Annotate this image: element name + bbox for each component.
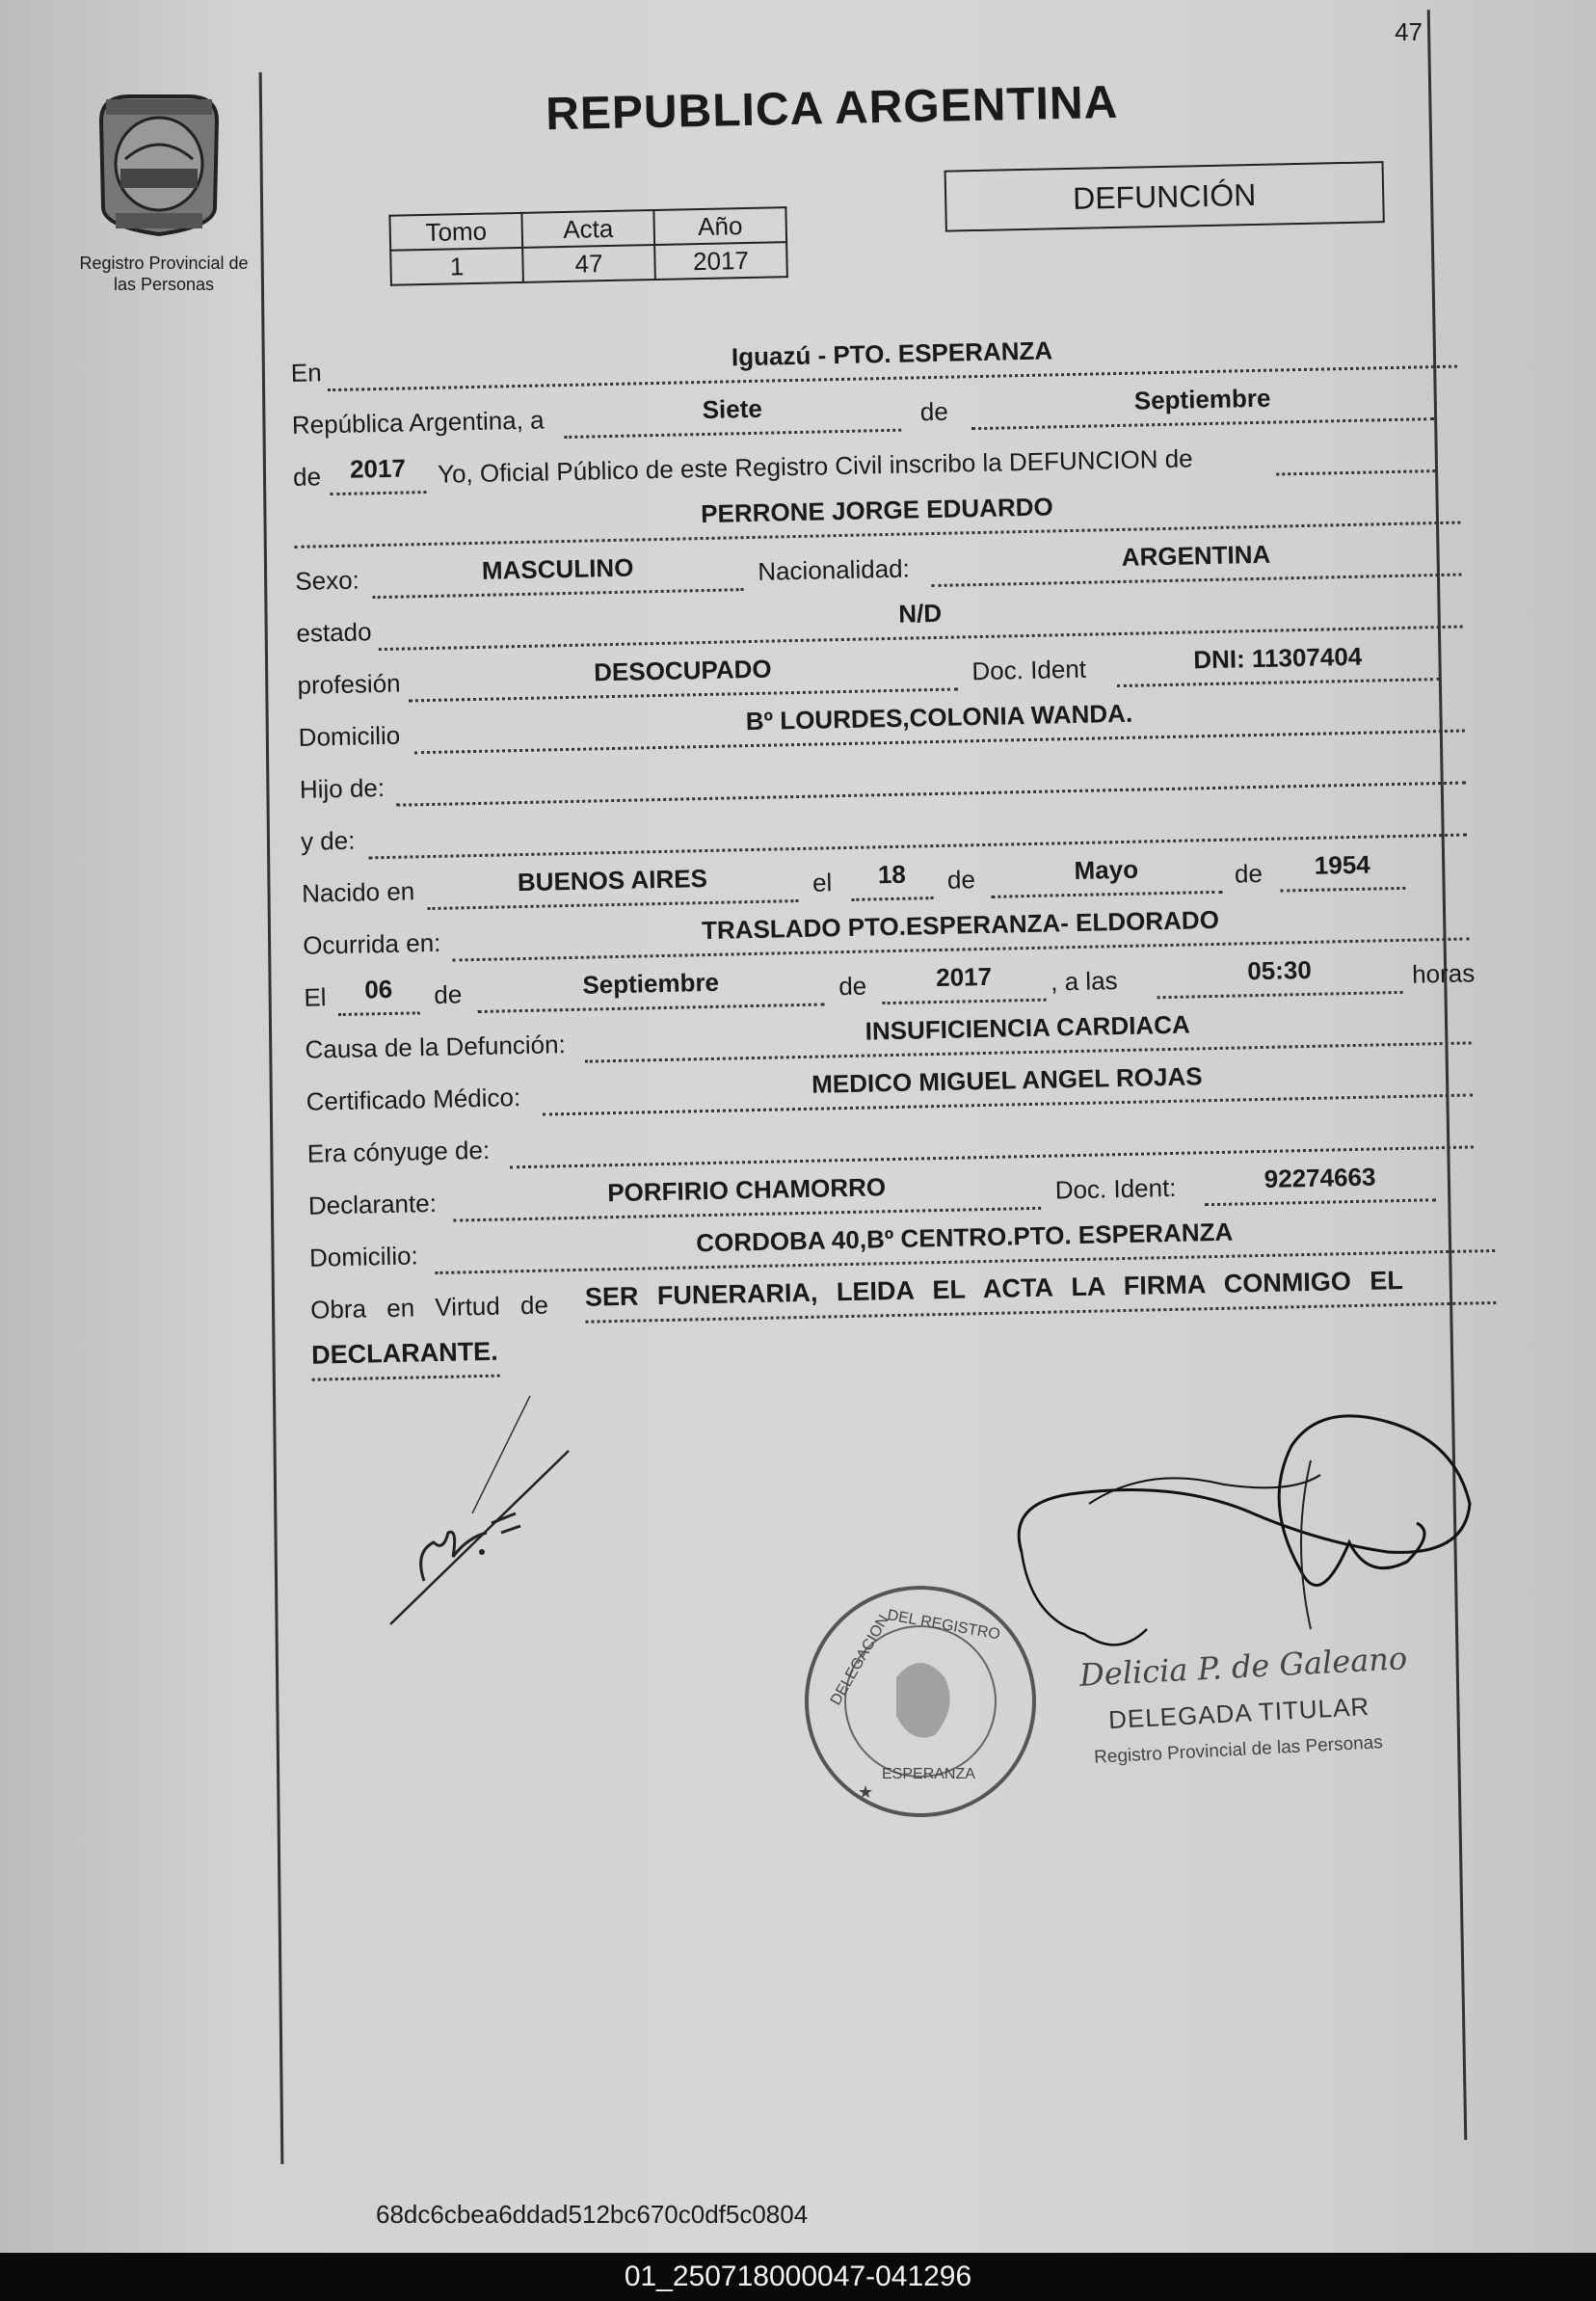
field-birth-year <box>1279 848 1405 893</box>
label-doc-ident: Doc. Ident <box>971 654 1087 686</box>
field-death-time <box>1157 952 1403 999</box>
field-basis-2 <box>311 1336 500 1381</box>
svg-text:ESPERANZA: ESPERANZA <box>882 1766 975 1782</box>
label-de-birth-year: de <box>1234 858 1264 889</box>
label-de-death-year: de <box>838 971 867 1002</box>
label-de-death-month: de <box>434 979 463 1009</box>
label-sexo: Sexo: <box>295 565 360 596</box>
label-horas: horas <box>1411 958 1476 989</box>
value-deceased: PERRONE JORGE EDUARDO <box>700 492 1053 529</box>
value-profession: DESOCUPADO <box>593 654 772 687</box>
label-nacido-en: Nacido en <box>301 876 415 908</box>
value-doc: DNI: 11307404 <box>1192 641 1363 675</box>
label-de: de <box>919 396 949 427</box>
value-day: Siete <box>702 393 763 425</box>
value-spouse <box>510 1137 1474 1158</box>
document-hash: 68dc6cbea6ddad512bc670c0df5c0804 <box>376 2200 809 2229</box>
field-birth-day <box>851 858 934 901</box>
value-sex: MASCULINO <box>481 552 634 585</box>
label-obra: Obra en Virtud de <box>309 1290 549 1324</box>
label-conyuge: Era cónyuge de: <box>306 1135 491 1168</box>
field-declarant <box>452 1168 1041 1222</box>
label-domicilio-declarant: Domicilio: <box>308 1241 419 1272</box>
label-el: el <box>811 868 833 897</box>
svg-text:★: ★ <box>858 1782 874 1802</box>
field-declarant-doc <box>1204 1160 1436 1206</box>
field-death-day <box>337 973 420 1016</box>
document-type: DEFUNCIÓN <box>944 161 1385 232</box>
footer-id-bar: 01_250718000047-041296 <box>0 2253 1596 2301</box>
value-address: Bº LOURDES,COLONIA WANDA. <box>745 698 1133 736</box>
value-ano: 2017 <box>654 242 787 280</box>
svg-text:DEL REGISTRO: DEL REGISTRO <box>886 1607 1002 1644</box>
value-birth-month: Mayo <box>1074 854 1139 886</box>
field-day <box>563 390 901 439</box>
value-birth-place: BUENOS AIRES <box>517 864 708 897</box>
value-year: 2017 <box>349 453 407 484</box>
value-death-time: 05:30 <box>1246 954 1313 986</box>
label-certificado: Certificado Médico: <box>306 1083 521 1116</box>
label-profesion: profesión <box>297 668 401 700</box>
initials-signature <box>376 1388 607 1639</box>
header-ano: Año <box>653 207 786 245</box>
value-basis-line2: DECLARANTE. <box>310 1336 498 1370</box>
header-acta: Acta <box>521 210 654 248</box>
value-certificate: MEDICO MIGUEL ANGEL ROJAS <box>811 1061 1203 1099</box>
value-month: Septiembre <box>1133 383 1271 415</box>
label-a-las: , a las <box>1050 966 1118 997</box>
field-doc <box>1116 639 1440 687</box>
label-declarante: Declarante: <box>307 1188 438 1220</box>
field-birth-month <box>991 852 1223 898</box>
label-de-birth-month: de <box>946 865 976 895</box>
label-hijo-de: Hijo de: <box>299 772 386 804</box>
field-death-month <box>477 964 825 1013</box>
field-year <box>330 452 427 495</box>
value-father <box>396 773 1466 795</box>
label-el-death: El <box>304 982 327 1012</box>
label-doc-ident-declarant: Doc. Ident: <box>1054 1172 1177 1205</box>
header-tomo: Tomo <box>389 213 522 251</box>
field-nationality <box>931 535 1462 588</box>
value-birth-day: 18 <box>877 859 907 890</box>
signatory-name: Delicia P. de Galeano <box>1078 1640 1408 1694</box>
field-month <box>971 379 1434 430</box>
value-death-year: 2017 <box>935 961 993 993</box>
label-estado: estado <box>296 617 372 648</box>
value-death-month: Septiembre <box>582 967 720 1000</box>
field-death-year <box>882 960 1047 1005</box>
value-acta: 47 <box>522 245 655 282</box>
field-blank <box>1275 431 1435 475</box>
signatory-role: DELEGADA TITULAR <box>1107 1691 1370 1735</box>
signatory-organization: Registro Provincial de las Personas <box>1093 1732 1384 1768</box>
label-domicilio: Domicilio <box>298 720 401 752</box>
label-causa: Causa de la Defunción: <box>305 1030 567 1064</box>
field-sex <box>372 549 744 599</box>
value-cause: INSUFICIENCIA CARDIACA <box>864 1009 1191 1046</box>
page-number: 47 <box>1395 17 1423 46</box>
value-status: N/D <box>897 598 943 629</box>
field-birth-place <box>427 861 799 910</box>
value-declarant-doc: 92274663 <box>1264 1162 1376 1193</box>
value-nationality: ARGENTINA <box>1121 539 1271 572</box>
value-tomo: 1 <box>390 248 523 285</box>
field-profession <box>408 650 958 703</box>
svg-text:DELEGACION: DELEGACION <box>827 1612 892 1708</box>
registry-table <box>388 206 787 286</box>
value-death-day: 06 <box>363 974 393 1004</box>
label-republica: República Argentina, a <box>291 405 545 440</box>
document-title: REPUBLICA ARGENTINA <box>545 76 1119 141</box>
label-nacionalidad: Nacionalidad: <box>757 553 911 586</box>
value-basis-line1: SER FUNERARIA, LEIDA EL ACTA LA FIRMA CONMIGO EL <box>584 1265 1404 1312</box>
label-y-de: y de: <box>300 825 356 856</box>
value-declarant-address: CORDOBA 40,Bº CENTRO.PTO. ESPERANZA <box>695 1217 1234 1258</box>
label-de-year: de <box>292 462 322 492</box>
label-yo-oficial: Yo, Oficial Público de este Registro Civil inscribo la DEFUNCION de <box>437 443 1193 489</box>
value-place: Iguazú - PTO. ESPERANZA <box>731 335 1053 372</box>
value-birth-year: 1954 <box>1314 849 1370 880</box>
value-occurred: TRASLADO PTO.ESPERANZA- ELDORADO <box>701 904 1220 946</box>
label-en: En <box>290 358 322 388</box>
value-declarant: PORFIRIO CHAMORRO <box>606 1172 887 1208</box>
value-mother <box>368 825 1467 848</box>
label-ocurrida-en: Ocurrida en: <box>302 927 441 960</box>
agency-name: Registro Provincial de las Personas <box>79 254 249 294</box>
